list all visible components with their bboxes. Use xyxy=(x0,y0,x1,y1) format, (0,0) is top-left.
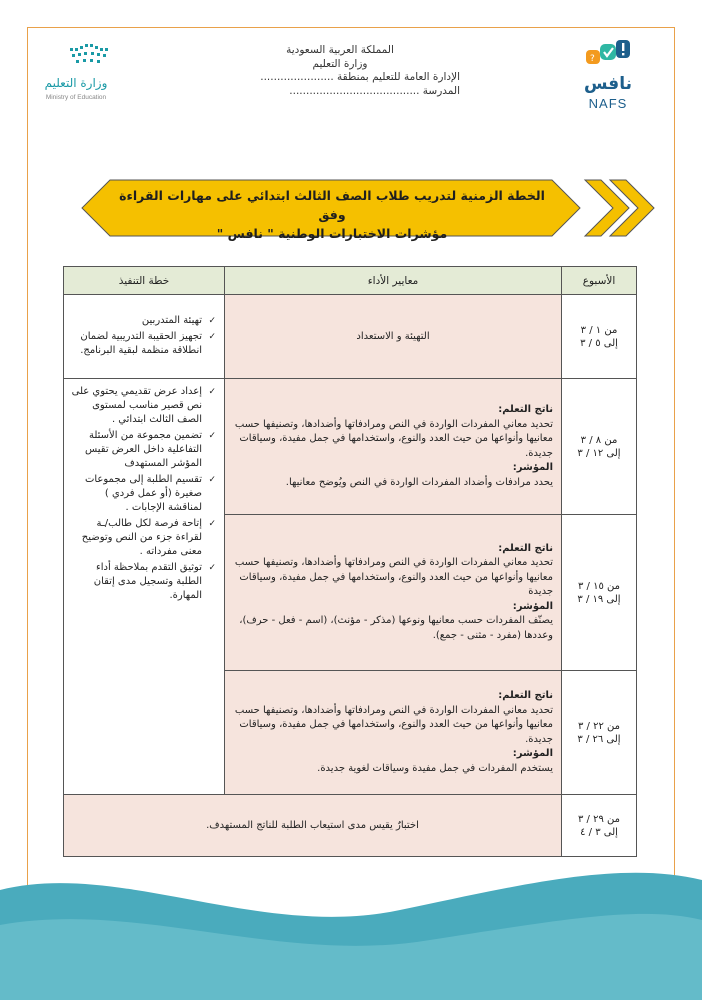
indicator-text: يحدد مرادفات وأضداد المفردات الواردة في النص ويُوضح معانيها. xyxy=(285,476,553,488)
week-cell xyxy=(562,515,637,671)
outcome-label: ناتج التعلم: xyxy=(498,690,553,701)
outcome-text: تحديد معاني المفردات الواردة في النص ومرادفاتها وأضدادها، وتصنيفها حسب معانيها وأنواعها من حيث العدد والنوع، واستخدامها في جمل مفيدة، وسياقات جديدة xyxy=(234,557,553,598)
kingdom-line: المملكة العربية السعودية xyxy=(286,44,394,56)
svg-text:?: ? xyxy=(590,54,595,64)
criteria-text: اختبارٌ يقيس مدى استيعاب الطلبة للناتج المستهدف. xyxy=(206,820,419,831)
plan-item: ✓ توثيق التقدم بملاحظة أداء الطلبة وتسجيل مدى إتقان المهارة. xyxy=(68,561,216,603)
plan-item: ✓ تهيئة المتدربين xyxy=(68,314,216,328)
indicator-text: يصنّف المفردات حسب معانيها ونوعها (مذكر - مؤنث)، (اسم - فعل - حرف)، وعددها (مفرد - مثنى - جمع). xyxy=(239,615,553,641)
directorate-line: الإدارة العامة للتعليم بمنطقة ...................... xyxy=(260,71,460,83)
outcome-text: تحديد معاني المفردات الواردة في النص ومرادفاتها وأضدادها، وتصنيفها حسب معانيها وأنواعها من حيث العدد والنوع، واستخدامها في جمل مفيدة، وسياقات جديدة. xyxy=(234,418,553,459)
indicator-text: يستخدم المفردات في جمل مفيدة وسياقات لغوية جديدة. xyxy=(317,762,553,774)
week-end: إلى ٣ / ٤ xyxy=(580,826,618,838)
title-line-1: الخطة الزمنية لتدريب طلاب الصف الثالث ابتدائي على مهارات القراءة وفق xyxy=(119,188,545,222)
outcome-label: ناتج التعلم: xyxy=(498,542,553,554)
header-criteria: معايير الأداء xyxy=(225,267,562,295)
criteria-cell xyxy=(225,671,562,795)
letterhead xyxy=(220,44,460,98)
week-end: إلى ٢٦ / ٣ xyxy=(577,733,621,745)
nafs-logo xyxy=(576,40,648,118)
indicator-label: المؤشر: xyxy=(512,462,553,473)
moe-logo xyxy=(36,40,116,110)
title-line-2: مؤشرات الاختبارات الوطنية " نافس " xyxy=(216,226,448,241)
week-start: من ٢٩ / ٣ xyxy=(577,813,620,825)
header-plan: خطة التنفيذ xyxy=(64,267,225,295)
outcome-text: تحديد معاني المفردات الواردة في النص ومرادفاتها وأضدادها، وتصنيفها حسب معانيها وأنواعها من حيث العدد والنوع، واستخدامها في جمل مفيدة، وسياقات جديدة. xyxy=(234,704,553,745)
week-start: من ١ / ٣ xyxy=(580,324,618,336)
nafs-logo-arabic: نافس xyxy=(584,74,632,94)
criteria-cell xyxy=(225,379,562,515)
document-title xyxy=(112,186,552,243)
criteria-cell xyxy=(225,515,562,671)
plan-list xyxy=(64,379,224,611)
ministry-line: وزارة التعليم xyxy=(312,57,368,70)
plan-item: ✓ إعداد عرض تقديمي يحتوي على نص قصير مناسب لمستوى الصف الثالث ابتدائي . xyxy=(68,385,216,427)
plan-list xyxy=(64,308,224,366)
training-plan-table xyxy=(63,266,637,857)
plan-cell xyxy=(64,379,225,795)
plan-item: ✓ إتاحة فرصة لكل طالب/ـة لقراءة جزء من النص وتوضيح معنى مفرداته . xyxy=(68,517,216,559)
plan-cell xyxy=(64,295,225,379)
week-start: من ٢٢ / ٣ xyxy=(577,720,620,732)
nafs-logo-english: NAFS xyxy=(588,96,628,111)
indicator-label: المؤشر: xyxy=(512,748,553,759)
table-row xyxy=(64,379,637,515)
table-header-row xyxy=(64,267,637,295)
outcome-label: ناتج التعلم: xyxy=(498,404,553,415)
criteria-cell xyxy=(64,795,562,857)
moe-logo-arabic: وزارة التعليم xyxy=(44,76,108,90)
school-line: المدرسة ....................................... xyxy=(289,84,460,97)
criteria-text: التهيئة و الاستعداد xyxy=(356,331,430,342)
week-end: إلى ١٢ / ٣ xyxy=(577,447,621,459)
week-end: إلى ١٩ / ٣ xyxy=(577,593,621,605)
week-start: من ٨ / ٣ xyxy=(580,434,618,446)
header-week: الأسبوع xyxy=(562,267,637,295)
bottom-wave xyxy=(0,850,702,1000)
moe-logo-english: Ministry of Education xyxy=(45,94,107,101)
indicator-label: المؤشر: xyxy=(512,600,553,612)
week-cell xyxy=(562,379,637,515)
week-end: إلى ٥ / ٣ xyxy=(580,337,618,349)
week-cell xyxy=(562,295,637,379)
week-start: من ١٥ / ٣ xyxy=(577,580,620,592)
week-cell xyxy=(562,795,637,857)
criteria-cell xyxy=(225,295,562,379)
plan-item: ✓ تضمين مجموعة من الأسئلة التفاعلية داخل العرض تقيس المؤشر المستهدف xyxy=(68,429,216,471)
plan-item: ✓ تجهيز الحقيبة التدريبية لضمان انطلاقة منظمة لبقية البرنامج. xyxy=(68,330,216,358)
table-row xyxy=(64,295,637,379)
table-row xyxy=(64,795,637,857)
plan-item: ✓ تقسيم الطلبة إلى مجموعات صغيرة (أو عمل فردي ) لمناقشة الإجابات . xyxy=(68,473,216,515)
nafs-badge-icon xyxy=(586,40,632,74)
week-cell xyxy=(562,671,637,795)
moe-dots-icon xyxy=(70,44,110,66)
